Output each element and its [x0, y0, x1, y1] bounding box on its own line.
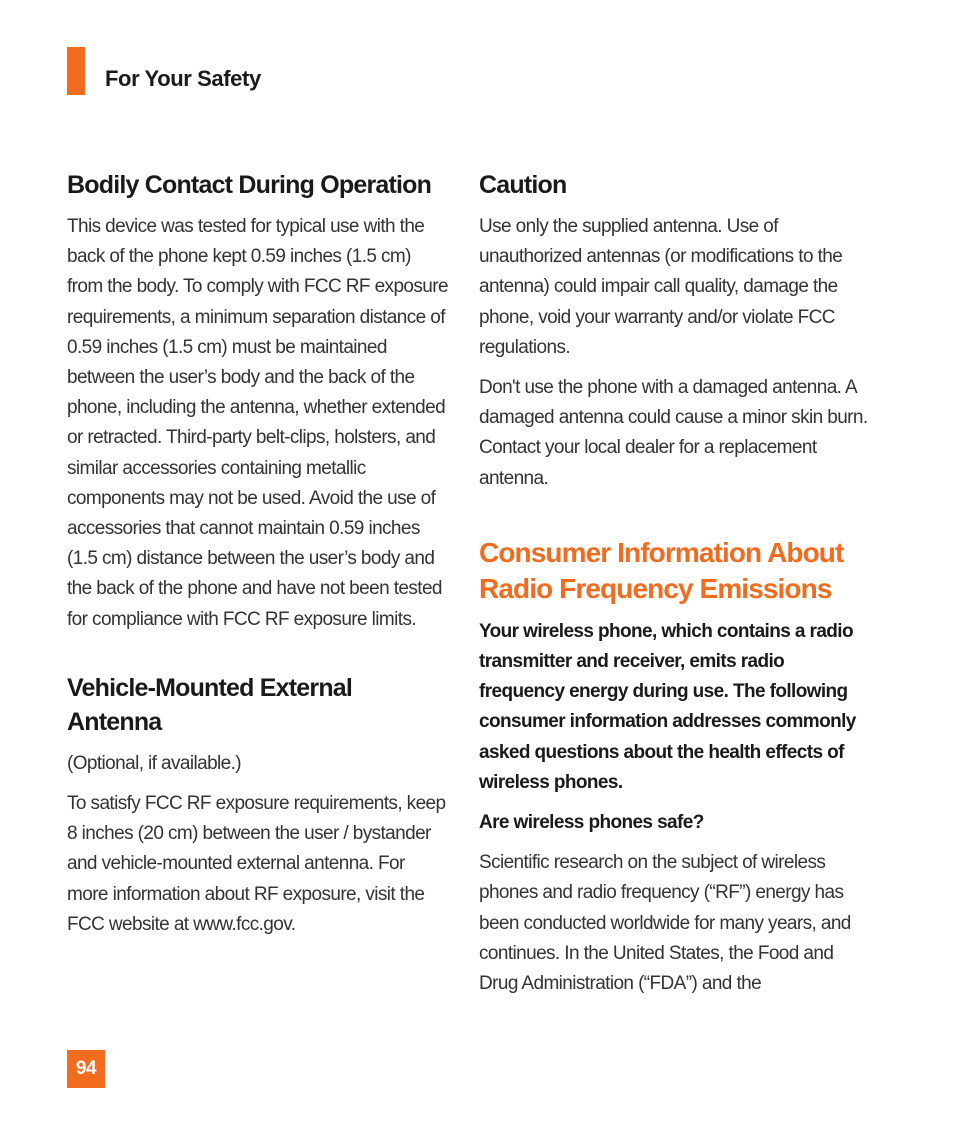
- heading-caution: Caution: [479, 171, 567, 199]
- heading-vehicle-antenna: Vehicle-Mounted External Antenna: [67, 673, 353, 736]
- vehicle-antenna-note: (Optional, if available.): [67, 752, 242, 774]
- section-marker-bar: [67, 47, 85, 95]
- heading-consumer-info: Consumer Information About Radio Frequency Emissions: [479, 536, 844, 604]
- caution-text-1: Use only the supplied antenna. Use of unauthorized antennas (or modifications to the antenna) could impair call quality, damage the phone, void your warranty and/or violate FCC regulations.: [479, 216, 843, 358]
- answer-phones-safe: Scientific research on the subject of wireless phones and radio frequency (“RF”) energy has been conducted worldwide for many years, and continues. In the United States, the Food and Drug Administration (“FDA”) and the: [479, 852, 851, 995]
- left-column: [67, 168, 449, 940]
- right-column: [479, 168, 869, 999]
- heading-bodily-contact: Bodily Contact During Operation: [67, 171, 432, 199]
- page-number: 94: [67, 1050, 105, 1088]
- question-phones-safe: Are wireless phones safe?: [479, 812, 704, 834]
- vehicle-antenna-text: To satisfy FCC RF exposure requirements, keep 8 inches (20 cm) between the user / bystander and vehicle-mounted external antenna. For more information about RF exposure, visit the FCC website at www.fcc.gov.: [67, 793, 446, 935]
- consumer-info-intro: Your wireless phone, which contains a radio transmitter and receiver, emits radio frequency energy during use. The following consumer information addresses commonly asked questions about the health effects of wireless phones.: [479, 620, 856, 793]
- bodily-contact-text: This device was tested for typical use with the back of the phone kept 0.59 inches (1.5 cm) from the body. To comply with FCC RF exposure requirements, a minimum separation distance of 0.59 inches (1.5 cm) must be maintained between the user’s body and the back of the phone, including the antenna, whether extended or retracted. Third-party belt-clips, holsters, and similar accessories containing metallic components may not be used. Avoid the use of accessories that cannot maintain 0.59 inches (1.5 cm) distance between the user’s body and the back of the phone and have not been tested for compliance with FCC RF exposure limits.: [67, 216, 448, 630]
- page-header-title: For Your Safety: [105, 66, 261, 91]
- caution-text-2: Don't use the phone with a damaged antenna. A damaged antenna could cause a minor skin burn. Contact your local dealer for a replacement antenna.: [479, 377, 868, 489]
